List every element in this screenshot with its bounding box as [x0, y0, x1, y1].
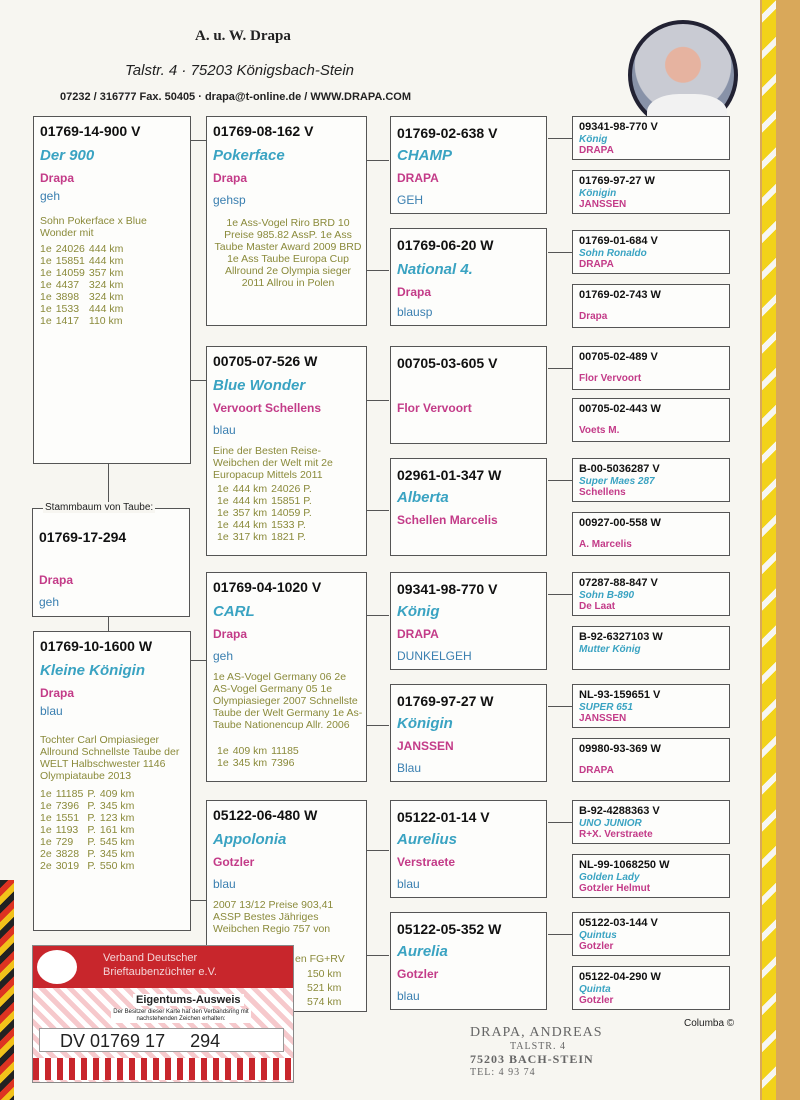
ggp-dsd-name: Königin [397, 715, 453, 732]
sire-result-row-cell: 1e [40, 291, 52, 303]
subject-ring: 01769-17-294 [39, 529, 127, 545]
g4-box[interactable] [572, 346, 730, 390]
gp-sd-result-row-cell: 1e [217, 495, 229, 507]
stamp-line: TALSTR. 4 [510, 1041, 566, 1052]
g4-box[interactable] [572, 284, 730, 328]
ggp-dds-name: Aurelius [397, 831, 458, 848]
g4-ring: B-92-6327103 W [579, 631, 663, 643]
ggp-dsd-color: Blau [397, 761, 422, 775]
gp-dd-results [307, 967, 341, 1009]
sire-result-row-cell: 324 km [88, 291, 124, 303]
ggp-dss-name: König [397, 603, 440, 620]
g4-breeder: DRAPA [579, 259, 614, 270]
sire-result-row-cell: 4437 [55, 279, 80, 291]
g4-breeder: DRAPA [579, 765, 614, 776]
sire-result-row-cell: 1e [40, 267, 52, 279]
owner-stamp [470, 1025, 603, 1078]
ggp-dsd-breeder: JANSSEN [397, 739, 454, 753]
gp-ss-desc: 1e Ass-Vogel Riro BRD 10 Preise 985.82 AssP. 1e Ass Taube Master Award 2009 BRD 1e Ass Taube Europa Cup Allround 2e Olympia sieger 2011 Allrou in Polen [214, 217, 362, 289]
gp-ds-name: CARL [213, 603, 255, 620]
connector [367, 160, 389, 161]
g4-breeder: Voets M. [579, 425, 620, 436]
ggp-sdd-ring: 02961-01-347 W [397, 467, 502, 483]
gp-sd-result-row [217, 495, 316, 507]
dam-result-row-cell: P. [87, 848, 96, 860]
g4-name: SUPER 651 [579, 702, 633, 713]
g4-ring: 05122-03-144 V [579, 917, 658, 929]
g4-ring: 09980-93-369 W [579, 743, 661, 755]
g4-ring: NL-93-159651 V [579, 689, 661, 701]
dam-result-row [40, 848, 138, 860]
stamp-line: 75203 BACH-STEIN [470, 1052, 594, 1066]
gp-sd-results [217, 483, 316, 543]
ownership-card [32, 945, 294, 1083]
gp-sd-desc: Eine der Besten Reise-Weibchen der Welt mit 2e Europacup Mittels 2011 [213, 445, 333, 481]
dam-result-row-cell: 2e [40, 848, 52, 860]
g4-breeder: R+X. Verstraete [579, 829, 653, 840]
connector [548, 706, 572, 707]
subject-color: geh [39, 595, 60, 609]
g4-breeder: Schellens [579, 487, 626, 498]
sire-result-row [40, 267, 127, 279]
ggp-sss-color: GEH [397, 193, 424, 207]
g4-box[interactable] [572, 458, 730, 502]
gp-dd-tail: en FG+RV [295, 953, 345, 965]
gp-dd-result: 574 km [307, 996, 342, 1008]
ggp-ddd-breeder: Gotzler [397, 967, 439, 981]
gp-ds-color: geh [213, 649, 234, 663]
gp-sd-result-row-cell: 1e [217, 507, 229, 519]
g4-box[interactable] [572, 966, 730, 1010]
sire-result-row-cell: 324 km [88, 279, 124, 291]
gp-sd-ring: 00705-07-526 W [213, 353, 318, 369]
g4-box[interactable] [572, 572, 730, 616]
gp-sd-color: blau [213, 423, 236, 437]
dam-result-row-cell: 161 km [99, 824, 135, 836]
ggp-dds-breeder: Verstraete [397, 855, 456, 869]
g4-breeder: JANSSEN [579, 199, 627, 210]
sire-result-row-cell: 444 km [88, 255, 124, 267]
gp-ds-box[interactable] [206, 572, 367, 782]
dam-result-row-cell: 3828 [55, 848, 80, 860]
ggp-ssd-box[interactable] [390, 228, 547, 326]
sire-result-row-cell: 1e [40, 279, 52, 291]
connector [548, 138, 572, 139]
g4-ring: 00927-00-558 W [579, 517, 661, 529]
sire-name: Der 900 [40, 147, 95, 164]
gp-sd-result-row [217, 519, 316, 531]
gp-ds-result-row [217, 745, 303, 757]
sire-result-row-cell: 3898 [55, 291, 80, 303]
dam-result-row-cell: P. [87, 812, 96, 824]
connector [367, 955, 389, 956]
sire-result-row-cell: 1e [40, 243, 52, 255]
connector [548, 252, 572, 253]
connector [548, 480, 572, 481]
gp-sd-breeder: Vervoort Schellens [213, 401, 322, 415]
sire-results [40, 243, 127, 327]
gp-sd-result-row-cell: 14059 P. [271, 507, 312, 519]
dam-result-row-cell: 1193 [55, 824, 79, 836]
pigeon-logo-icon [37, 950, 77, 984]
sire-result-row-cell: 1e [40, 303, 52, 315]
ggp-ddd-color: blau [397, 989, 420, 1003]
gp-ds-result-row-cell: 409 km [232, 745, 268, 757]
subject-label: Stammbaum von Taube: [45, 502, 154, 513]
gp-ss-breeder: Drapa [213, 171, 248, 185]
sire-result-row-cell: 1533 [55, 303, 80, 315]
gp-sd-result-row-cell: 357 km [232, 507, 268, 519]
ggp-ssd-breeder: Drapa [397, 285, 432, 299]
sire-result-row-cell: 444 km [88, 303, 124, 315]
dam-result-row-cell: 1551 [55, 812, 80, 824]
sire-color: geh [40, 189, 61, 203]
gp-sd-name: Blue Wonder [213, 377, 306, 394]
sire-result-row-cell: 357 km [88, 267, 124, 279]
gp-dd-desc: 2007 13/12 Preise 903,41 ASSP Bestes Jähriges Weibchen Regio 757 von [213, 899, 334, 935]
g4-ring: 00705-02-443 W [579, 403, 661, 415]
dam-ring: 01769-10-1600 W [40, 638, 153, 654]
sire-result-row [40, 279, 127, 291]
ggp-ssd-ring: 01769-06-20 W [397, 237, 494, 253]
header-contact: 07232 / 316777 Fax. 50405 · drapa@t-online.de / WWW.DRAPA.COM [60, 91, 412, 103]
subject-box[interactable] [32, 502, 190, 617]
dam-result-row-cell: 409 km [99, 788, 135, 800]
dam-breeder: Drapa [40, 686, 75, 700]
gp-ds-desc: 1e AS-Vogel Germany 06 2e AS-Vogel Germany 05 1e Olympiasieger 2007 Schnellste Taube der Welt Germany 1e As-Taube Nationencup Allr. 2006 [213, 671, 363, 731]
sire-result-row-cell: 1417 [55, 315, 80, 327]
g4-breeder: DRAPA [579, 145, 614, 156]
gp-ds-result-row-cell: 345 km [232, 757, 268, 769]
g4-breeder: Flor Vervoort [579, 373, 642, 384]
ggp-ssd-color: blausp [397, 305, 433, 319]
gp-ds-results [217, 745, 303, 769]
g4-box[interactable] [572, 230, 730, 274]
gp-ds-result-row-cell: 11185 [271, 745, 299, 757]
g4-box[interactable] [572, 398, 730, 442]
ggp-ssd-name: National 4. [397, 261, 473, 278]
gp-ss-box[interactable] [206, 116, 367, 326]
sire-result-row [40, 291, 127, 303]
dam-result-row-cell: 345 km [99, 848, 135, 860]
g4-breeder: Gotzler [579, 941, 614, 952]
dam-result-row-cell: P. [87, 788, 96, 800]
gp-sd-result-row-cell: 444 km [232, 519, 268, 531]
dam-result-row-cell: 1e [40, 788, 52, 800]
sire-result-row-cell: 444 km [88, 243, 124, 255]
gp-ds-result-row-cell: 1e [217, 757, 229, 769]
ggp-sss-name: CHAMP [397, 147, 452, 164]
gp-sd-result-row-cell: 1821 P. [271, 531, 306, 543]
gp-dd-result: 150 km [307, 968, 342, 980]
g4-name: Quinta [579, 984, 611, 995]
ggp-dss-breeder: DRAPA [397, 627, 439, 641]
dam-result-row-cell: 729 [55, 836, 74, 848]
dam-result-row-cell: 11185 [55, 788, 84, 800]
card-bottom-pattern [33, 1058, 293, 1080]
connector [190, 140, 206, 141]
g4-name: Super Maes 287 [579, 476, 655, 487]
connector [190, 660, 206, 661]
connector [367, 725, 389, 726]
gp-ds-result-row [217, 757, 303, 769]
g4-box[interactable] [572, 854, 730, 898]
stamp-line: TEL: 4 93 74 [470, 1067, 536, 1078]
card-number: DV 01769 17 294 [39, 1028, 284, 1052]
ggp-dss-ring: 09341-98-770 V [397, 581, 498, 597]
gp-sd-result-row-cell: 444 km [232, 495, 268, 507]
g4-name: UNO JUNIOR [579, 818, 642, 829]
g4-name: Golden Lady [579, 872, 640, 883]
g4-breeder: De Laat [579, 601, 616, 612]
sire-box[interactable] [33, 116, 191, 464]
gp-dd-ring: 05122-06-480 W [213, 807, 318, 823]
g4-ring: B-92-4288363 V [579, 805, 660, 817]
sire-ring: 01769-14-900 V [40, 123, 141, 139]
g4-name: Mutter König [579, 644, 641, 655]
g4-box[interactable] [572, 170, 730, 214]
ggp-ddd-name: Aurelia [397, 943, 448, 960]
gp-sd-result-row-cell: 1533 P. [271, 519, 306, 531]
dam-result-row-cell: 1e [40, 836, 52, 848]
gp-sd-result-row [217, 531, 316, 543]
g4-ring: 00705-02-489 V [579, 351, 658, 363]
gp-sd-result-row-cell: 444 km [232, 483, 268, 495]
dam-results [40, 788, 138, 872]
g4-box[interactable] [572, 738, 730, 782]
decorative-yellow-stripe [762, 0, 776, 1100]
connector [548, 368, 572, 369]
gp-dd-result: 521 km [307, 982, 342, 994]
dam-result-row-cell: P. [87, 836, 96, 848]
gp-ds-ring: 01769-04-1020 V [213, 579, 322, 595]
ggp-sdd-box[interactable] [390, 458, 547, 556]
dam-result-row-cell: 545 km [99, 836, 135, 848]
dam-color: blau [40, 704, 63, 718]
g4-name: Sohn B-890 [579, 590, 635, 601]
card-header [33, 946, 293, 988]
ggp-dds-color: blau [397, 877, 420, 891]
g4-breeder: Drapa [579, 311, 608, 322]
g4-ring: 09341-98-770 V [579, 121, 658, 133]
gp-sd-result-row-cell: 1e [217, 519, 229, 531]
connector [367, 510, 389, 511]
dam-result-row-cell: 7396 [55, 800, 80, 812]
gp-dd-color: blau [213, 877, 236, 891]
connector [367, 400, 389, 401]
sire-result-row [40, 255, 127, 267]
sire-result-row [40, 243, 127, 255]
gp-dd-breeder: Gotzler [213, 855, 255, 869]
connector [190, 900, 206, 901]
ggp-sdd-breeder: Schellen Marcelis [397, 513, 498, 527]
connector [367, 615, 389, 616]
dam-name: Kleine Königin [40, 662, 145, 679]
card-title: Eigentums-Ausweis [133, 994, 244, 1006]
gp-sd-box[interactable] [206, 346, 367, 556]
ggp-sss-breeder: DRAPA [397, 171, 439, 185]
sire-breeder: Drapa [40, 171, 75, 185]
dam-result-row-cell: 1e [40, 800, 52, 812]
connector [548, 594, 572, 595]
gp-sd-result-row-cell: 24026 P. [271, 483, 312, 495]
dam-result-row [40, 836, 138, 848]
dam-result-row [40, 800, 138, 812]
connector [548, 934, 572, 935]
ggp-sds-box[interactable] [390, 346, 547, 444]
dam-result-row-cell: P. [87, 824, 96, 836]
owner-photo [628, 20, 738, 130]
dam-result-row-cell: P. [87, 800, 96, 812]
ggp-ddd-box[interactable] [390, 912, 547, 1010]
dam-result-row-cell: 3019 [55, 860, 80, 872]
ggp-dds-ring: 05122-01-14 V [397, 809, 490, 825]
g4-name: Sohn Ronaldo [579, 248, 647, 259]
gp-sd-result-row [217, 483, 316, 495]
g4-ring: 01769-02-743 W [579, 289, 661, 301]
g4-name: König [579, 134, 608, 145]
sire-result-row-cell: 110 km [88, 315, 123, 327]
g4-ring: 01769-01-684 V [579, 235, 658, 247]
g4-ring: 07287-88-847 V [579, 577, 658, 589]
dam-result-row-cell: 123 km [99, 812, 135, 824]
dam-result-row [40, 812, 138, 824]
card-org: Verband Deutscher Brieftaubenzüchter e.V. [103, 952, 217, 978]
decorative-flag-stripe [0, 880, 14, 1100]
ggp-sds-ring: 00705-03-605 V [397, 355, 498, 371]
gp-sd-result-row-cell: 1e [217, 483, 229, 495]
connector [190, 380, 206, 381]
sire-result-row [40, 315, 127, 327]
ggp-dds-box[interactable] [390, 800, 547, 898]
gp-sd-result-row [217, 507, 316, 519]
dam-intro: Tochter Carl Ompiasieger Allround Schnellste Taube der WELT Halbschwester 1146 Olympiataube 2013 [40, 734, 180, 782]
g4-breeder: Gotzler [579, 995, 614, 1006]
card-note: Der Besitzer dieser Karte hat den Verbandsring mit nachstehenden Zeichen erhalten: [111, 1009, 251, 1023]
gp-ds-result-row-cell: 1e [217, 745, 229, 757]
gp-ss-name: Pokerface [213, 147, 285, 164]
dam-result-row-cell: 550 km [99, 860, 135, 872]
sire-result-row-cell: 1e [40, 315, 52, 327]
subject-breeder: Drapa [39, 573, 74, 587]
ggp-sss-ring: 01769-02-638 V [397, 125, 498, 141]
ggp-dss-color: DUNKELGEH [397, 649, 472, 663]
dam-result-row-cell: 1e [40, 812, 52, 824]
gp-ss-color: gehsp [213, 193, 246, 207]
connector [367, 270, 389, 271]
sire-result-row [40, 303, 127, 315]
dam-result-row-cell: P. [87, 860, 96, 872]
g4-box[interactable] [572, 626, 730, 670]
dam-box[interactable] [33, 631, 191, 931]
credit: Columba © [684, 1018, 735, 1029]
g4-breeder: JANSSEN [579, 713, 627, 724]
ggp-ddd-ring: 05122-05-352 W [397, 921, 502, 937]
g4-ring: 01769-97-27 W [579, 175, 655, 187]
g4-ring: NL-99-1068250 W [579, 859, 670, 871]
sire-intro: Sohn Pokerface x Blue Wonder mit [40, 215, 147, 239]
gp-sd-result-row-cell: 15851 P. [271, 495, 312, 507]
ggp-sdd-name: Alberta [397, 489, 449, 506]
gp-ds-breeder: Drapa [213, 627, 248, 641]
connector [108, 617, 109, 631]
gp-sd-result-row-cell: 317 km [232, 531, 268, 543]
ggp-dsd-box[interactable] [390, 684, 547, 782]
g4-breeder: A. Marcelis [579, 539, 632, 550]
g4-breeder: Gotzler Helmut [579, 883, 651, 894]
gp-dd-name: Appolonia [213, 831, 287, 848]
g4-name: Quintus [579, 930, 617, 941]
dam-result-row [40, 788, 138, 800]
connector [548, 822, 572, 823]
stamp-line: DRAPA, ANDREAS [470, 1025, 603, 1040]
header-address: Talstr. 4 · 75203 Königsbach-Stein [125, 62, 355, 79]
sire-result-row-cell: 1e [40, 255, 52, 267]
gp-ds-result-row-cell: 7396 [271, 757, 295, 769]
dam-result-row-cell: 345 km [99, 800, 135, 812]
g4-name: Königin [579, 188, 617, 199]
g4-ring: B-00-5036287 V [579, 463, 660, 475]
sire-result-row-cell: 15851 [55, 255, 85, 267]
g4-box[interactable] [572, 512, 730, 556]
dam-result-row-cell: 1e [40, 824, 52, 836]
ggp-dsd-ring: 01769-97-27 W [397, 693, 494, 709]
ggp-dss-box[interactable] [390, 572, 547, 670]
dam-result-row-cell: 2e [40, 860, 52, 872]
ggp-sss-box[interactable] [390, 116, 547, 214]
g4-box[interactable] [572, 800, 730, 844]
sire-result-row-cell: 14059 [55, 267, 85, 279]
sire-result-row-cell: 24026 [55, 243, 85, 255]
connector [367, 850, 389, 851]
g4-ring: 05122-04-290 W [579, 971, 661, 983]
dam-result-row [40, 824, 138, 836]
g4-box[interactable] [572, 912, 730, 956]
g4-box[interactable] [572, 684, 730, 728]
gp-ss-ring: 01769-08-162 V [213, 123, 314, 139]
gp-sd-result-row-cell: 1e [217, 531, 229, 543]
dam-result-row [40, 860, 138, 872]
ggp-sds-breeder: Flor Vervoort [397, 401, 472, 415]
g4-box[interactable] [572, 116, 730, 160]
header-name: A. u. W. Drapa [195, 28, 291, 44]
